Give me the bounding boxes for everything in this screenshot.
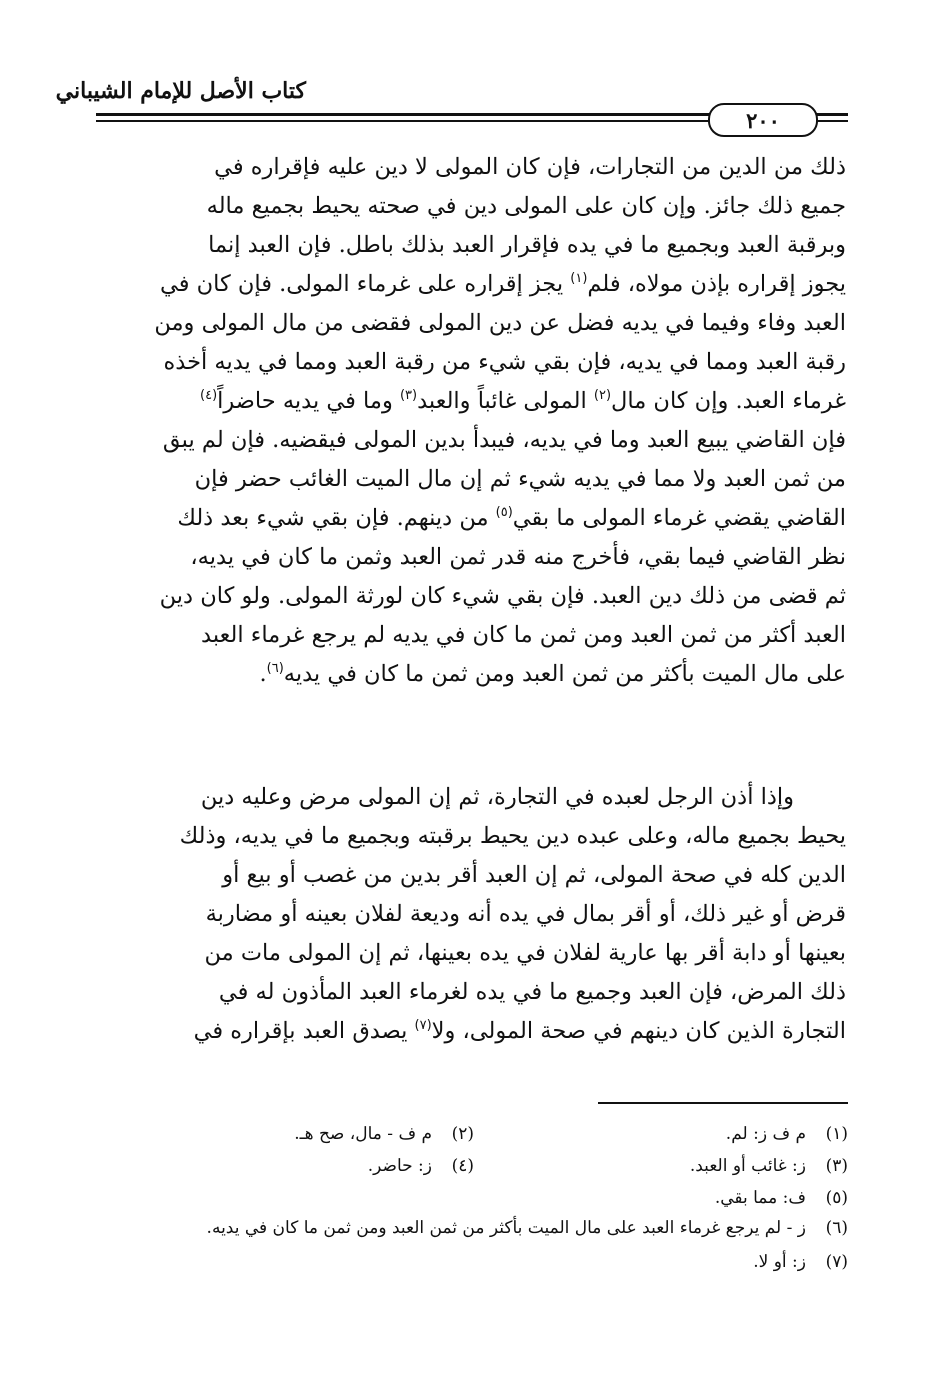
text-line: على مال الميت بأكثر من ثمن العبد ومن ثمن ما كان في يديه$^{(٦)}$. <box>259 660 846 687</box>
footnote-marker: (٧) <box>414 1017 432 1033</box>
footnote-separator <box>598 1102 848 1104</box>
page-number-badge <box>708 103 818 137</box>
footnote-7: (٧) ز: أو لا. <box>753 1252 848 1272</box>
page-number: ٢٠٠ <box>746 107 780 133</box>
footnote-marker: (١) <box>570 270 588 286</box>
text-line: العبد أكثر من ثمن العبد ومن ثمن ما كان في يديه لم يرجع غرماء العبد <box>201 622 846 648</box>
text-line: العبد وفاء وفيما في يديه فضل عن دين المولى فقضى من مال المولى ومن <box>154 310 846 336</box>
header-rule-thin <box>96 120 710 122</box>
text-line: ذلك من الدين من التجارات، فإن كان المولى لا دين عليه فإقراره في <box>214 154 846 180</box>
footnote-1: (١)م ف ز: لم. <box>725 1124 848 1144</box>
text-line: وبرقبة العبد وبجميع ما في يده فإقرار العبد بذلك باطل. فإن العبد إنما <box>208 232 846 258</box>
footnote-row <box>100 1150 848 1182</box>
text-line: ذلك المرض، فإن العبد وجميع ما في يده لغرماء العبد المأذون له في <box>218 979 846 1005</box>
footnote-row <box>100 1118 848 1150</box>
text-line: جميع ذلك جائز. وإن كان على المولى دين في صحته يحيط بجميع ماله <box>206 193 846 219</box>
footnote-5: (٥) ف: مما بقي. <box>714 1188 848 1208</box>
text-line: رقبة العبد ومما في يديه، فإن بقي شيء من رقبة العبد ومما في يديه أخذه <box>163 349 846 375</box>
text-line: الدين كله في صحة المولى، ثم إن العبد أقر بدين من غصب أو بيع أو <box>222 862 846 888</box>
footnote-3: (٣)ز: غائب أو العبد. <box>689 1156 848 1176</box>
text-line: ثم قضى من ذلك دين العبد. فإن بقي شيء كان لورثة المولى. ولو كان دين <box>159 583 846 609</box>
footnote-marker: (٦) <box>266 660 284 676</box>
footnote-marker: (٤) <box>200 387 218 403</box>
footnotes <box>100 1118 848 1278</box>
text-line: من ثمن العبد ولا مما في يديه شيء ثم إن مال الميت الغائب حضر فإن <box>194 466 846 492</box>
footnote-marker: (٥) <box>495 504 513 520</box>
text-line: يجوز إقراره بإذن مولاه، فلم$^{(١)}$ يجز إقراره على غرماء المولى. فإن كان في <box>159 270 846 297</box>
text-line: غرماء العبد. وإن كان مال$^{(٢)}$ المولى غائباً والعبد$^{(٣)}$ وما في يديه حاضراً$^{(٤)}$ <box>200 387 846 414</box>
text-line: قرض أو غير ذلك، أو أقر بمال في يده أنه وديعة لفلان بعينه أو مضاربة <box>205 901 846 927</box>
text-line: فإن القاضي يبيع العبد وما في يديه، فيبدأ بدين المولى فيقضيه. فإن لم يبق <box>162 427 846 453</box>
book-title: كتاب الأصل للإمام الشيباني <box>55 78 306 104</box>
footnote-marker: (٢) <box>593 387 612 403</box>
text-line: وإذا أذن الرجل لعبده في التجارة، ثم إن المولى مرض وعليه دين <box>200 784 794 810</box>
header-rule-thick <box>96 113 710 116</box>
text-line: يحيط بجميع ماله، وعلى عبده دين يحيط برقبته وبجميع ما في يديه، وذلك <box>179 823 846 849</box>
text-line: القاضي يقضي غرماء المولى ما بقي$^{(٥)}$ من دينهم. فإن بقي شيء بعد ذلك <box>177 504 846 531</box>
footnote-2: (٢)م ف - مال، صح هـ. <box>294 1124 474 1144</box>
footnote-4: (٤)ز: حاضر. <box>367 1156 474 1176</box>
text-line: نظر القاضي فيما بقي، فأخرج منه قدر ثمن العبد وثمن ما كان في يديه، <box>190 544 846 570</box>
footnote-6: (٦) ز - لم يرجع غرماء العبد على مال الميت بأكثر من ثمن العبد ومن ثمن ما كان في يديه. <box>206 1218 848 1238</box>
paragraph-2 <box>98 778 846 1051</box>
paragraph-1 <box>98 148 846 694</box>
footnote-marker: (٣) <box>399 387 418 403</box>
text-line: بعينها أو دابة أقر بها عارية لفلان في يده بعينها، ثم إن المولى مات من <box>204 940 846 966</box>
text-line: التجارة الذين كان دينهم في صحة المولى، ولا$^{(٧)}$ يصدق العبد بإقراره في <box>193 1017 846 1044</box>
